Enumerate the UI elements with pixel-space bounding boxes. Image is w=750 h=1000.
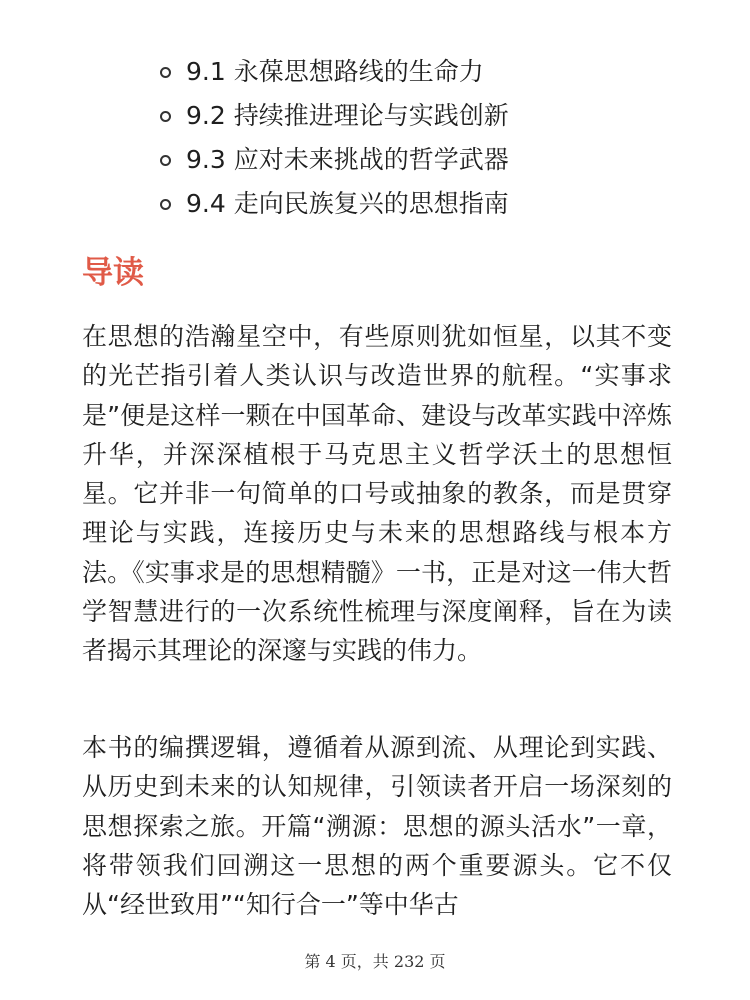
body-paragraph-1: 在思想的浩瀚星空中，有些原则犹如恒星，以其不变的光芒指引着人类认识与改造世界的航程。“实事求是”便是这样一颗在中国革命、建设与改革实践中淬炼升华，并深深植根于马克思主义哲学沃土的思想恒星。它并非一句简单的口号或抽象的教条，而是贯穿理论与实践，连接历史与未来的思想路线与根本方法。《实事求是的思想精髓》一书，正是对这一伟大哲学智慧进行的一次系统性梳理与深度阐释，旨在为读者揭示其理论的深邃与实践的伟力。 <box>82 322 672 666</box>
hollow-circle-bullet-icon <box>160 155 171 166</box>
toc-item-9-3[interactable] <box>160 138 509 182</box>
toc-item-9-1[interactable] <box>160 50 509 94</box>
toc-item-9-2[interactable] <box>160 94 509 138</box>
body-paragraph-2: 本书的编撰逻辑，遵循着从源到流、从理论到实践、从历史到未来的认知规律，引领读者开启一场深刻的思想探索之旅。开篇“溯源：思想的源头活水”一章，将带领我们回溯这一思想的两个重要源头。它不仅从“经世致用”“知行合一”等中华古 <box>82 733 672 920</box>
section-title: 导读 <box>82 255 144 291</box>
hollow-circle-bullet-icon <box>160 111 171 122</box>
hollow-circle-bullet-icon <box>160 199 171 210</box>
page-number-footer: 第 4 页，共 232 页 <box>304 952 446 971</box>
toc-item-label: 9.4 走向民族复兴的思想指南 <box>186 189 509 218</box>
toc-item-9-4[interactable] <box>160 182 509 226</box>
toc-item-label: 9.3 应对未来挑战的哲学武器 <box>186 145 509 174</box>
toc-item-label: 9.2 持续推进理论与实践创新 <box>186 101 509 130</box>
hollow-circle-bullet-icon <box>160 67 171 78</box>
toc-item-label: 9.1 永葆思想路线的生命力 <box>186 57 484 86</box>
toc-list <box>160 50 509 226</box>
